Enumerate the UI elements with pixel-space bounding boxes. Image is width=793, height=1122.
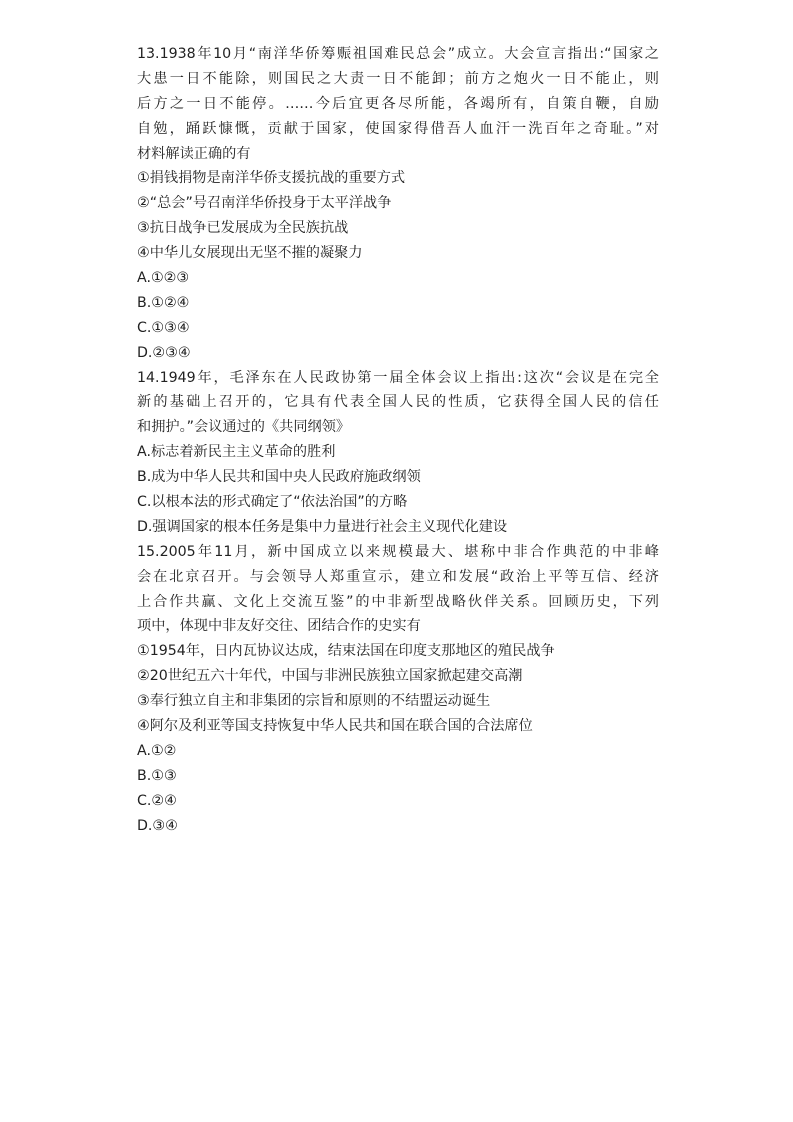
question-13-stem-line-5: 材料解读正确的有 [137,145,251,162]
question-15-statement-4: ④阿尔及利亚等国支持恢复中华人民共和国在联合国的合法席位 [137,718,533,735]
question-15 [137,540,659,839]
question-13-stem-line-4: 自勉，踊跃慷慨，贡献于国家，使国家得借吾人血汗一洗百年之奇耻。”对 [137,120,659,137]
document-content [137,42,659,839]
question-13-stem-line-3: 后方之一日不能停。……今后宜更各尽所能，各竭所有，自策自鞭，自励 [137,95,659,112]
question-14-stem-line-2: 新的基础上召开的，它具有代表全国人民的性质，它获得全国人民的信任 [137,394,659,411]
question-13-option-b: B.①②④ [137,294,190,311]
question-14-option-b: B.成为中华人民共和国中央人民政府施政纲领 [137,469,421,486]
question-13-option-d: D.②③④ [137,344,191,361]
question-14-option-a: A.标志着新民主主义革命的胜利 [137,444,336,461]
question-13-stem-line-2: 大患一日不能除，则国民之大责一日不能卸；前方之炮火一日不能止，则 [137,70,659,87]
question-15-option-b: B.①③ [137,767,177,784]
question-14-option-d: D.强调国家的根本任务是集中力量进行社会主义现代化建设 [137,518,508,535]
question-15-statement-2: ②20世纪五六十年代，中国与非洲民族独立国家掀起建交高潮 [137,668,523,685]
question-13-statement-2: ②“总会”号召南洋华侨投身于太平洋战争 [137,195,392,212]
question-13-stem-line-1: 13.1938年10月“南洋华侨筹赈祖国难民总会”成立。大会宣言指出:“国家之 [137,46,659,62]
question-14-option-c: C.以根本法的形式确定了“依法治国”的方略 [137,494,408,511]
question-14-stem-line-1: 14.1949年，毛泽东在人民政协第一届全体会议上指出:这次“会议是在完全 [137,369,659,386]
question-13-option-a: A.①②③ [137,270,190,287]
question-15-option-d: D.③④ [137,817,178,834]
question-15-statement-3: ③奉行独立自主和非集团的宗旨和原则的不结盟运动诞生 [137,693,491,710]
question-14 [137,366,659,540]
question-14-stem-line-3: 和拥护。”会议通过的《共同纲领》 [137,419,351,436]
question-15-stem-line-3: 上合作共赢、文化上交流互鉴”的中非新型战略伙伴关系。回顾历史，下列 [137,593,659,610]
question-13-statement-1: ①捐钱捐物是南洋华侨支援抗战的重要方式 [137,170,406,187]
question-13-option-c: C.①③④ [137,319,190,336]
question-13-statement-4: ④中华儿女展现出无坚不摧的凝聚力 [137,245,363,262]
question-13 [137,42,659,366]
question-13-statement-3: ③抗日战争已发展成为全民族抗战 [137,220,349,237]
question-15-statement-1: ①1954年，日内瓦协议达成，结束法国在印度支那地区的殖民战争 [137,643,555,660]
question-15-stem-line-2: 会在北京召开。与会领导人郑重宣示，建立和发展“政治上平等互信、经济 [137,568,659,585]
question-15-option-a: A.①② [137,742,177,759]
question-15-option-c: C.②④ [137,792,177,809]
question-15-stem-line-1: 15.2005年11月，新中国成立以来规模最大、堪称中非合作典范的中非峰 [137,543,659,560]
question-15-stem-line-4: 项中，体现中非友好交往、团结合作的史实有 [137,618,421,635]
